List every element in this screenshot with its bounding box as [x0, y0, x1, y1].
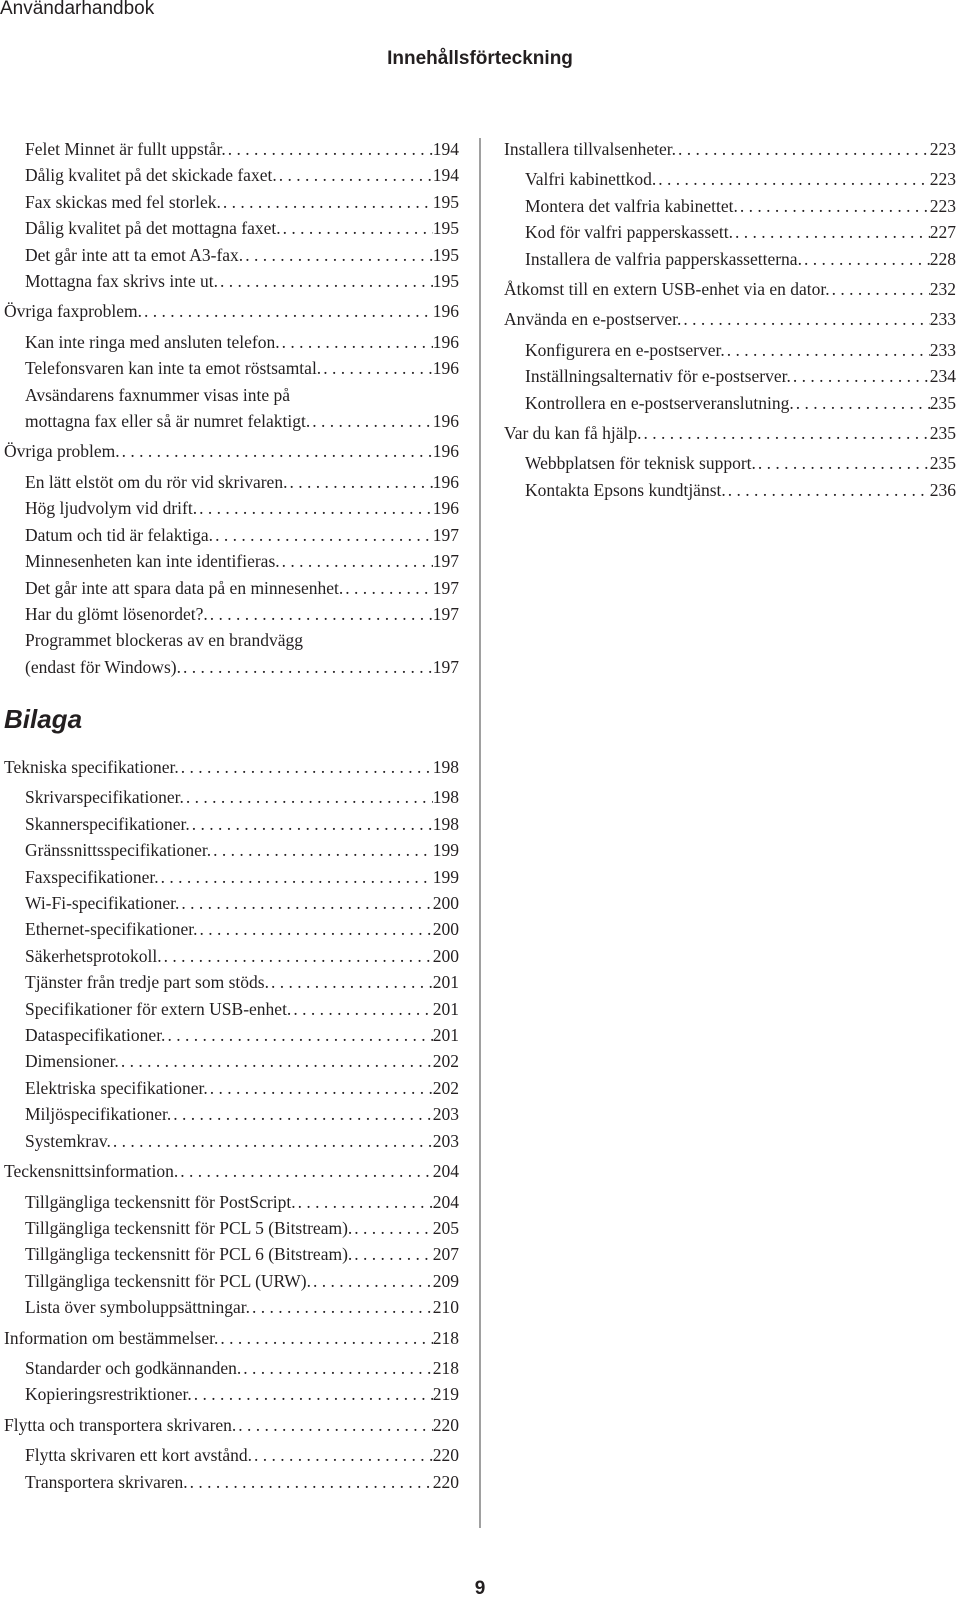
toc-entry-title: Information om bestämmelser. — [4, 1327, 219, 1348]
dot-leader — [280, 329, 433, 355]
toc-entry-title: Valfri kabinettkod. — [525, 169, 657, 190]
toc-entry-title: Var du kan få hjälp. — [504, 423, 642, 444]
toc-entry[interactable] — [4, 522, 459, 548]
toc-entry[interactable] — [4, 996, 459, 1022]
toc-entry-page: 196 — [432, 411, 459, 432]
appendix-heading: Bilaga — [4, 704, 83, 734]
toc-entry[interactable] — [504, 136, 956, 162]
document-title: Användarhandbok — [0, 0, 155, 19]
toc-entry-page: 220 — [432, 1471, 459, 1492]
dot-leader — [111, 1128, 433, 1154]
toc-entry-page: 218 — [432, 1357, 459, 1378]
toc-entry-title: Använda en e-postserver. — [504, 309, 682, 330]
toc-entry[interactable] — [4, 1048, 459, 1074]
toc-entry[interactable] — [4, 1469, 459, 1495]
toc-entry-title-line: Avsändarens faxnummer visas inte på — [25, 384, 291, 405]
toc-entry-title: Faxspecifikationer. — [25, 866, 159, 887]
toc-entry[interactable] — [4, 754, 459, 780]
toc-entry-title: (endast för Windows). — [25, 656, 181, 677]
toc-entry-title: Tillgängliga teckensnitt för PostScript. — [25, 1191, 296, 1212]
toc-column-left-top — [4, 136, 459, 680]
dot-leader — [241, 1355, 433, 1381]
dot-leader — [211, 837, 433, 863]
toc-entry-title: Åtkomst till en extern USB-enhet via en dator. — [504, 279, 830, 300]
toc-entry-page: 232 — [929, 279, 956, 300]
toc-entry-page: 200 — [432, 945, 459, 966]
toc-entry-page: 227 — [929, 222, 956, 243]
dot-leader — [352, 1241, 432, 1267]
dot-leader — [178, 1158, 433, 1184]
toc-entry-page: 199 — [432, 840, 459, 861]
toc-entry[interactable] — [4, 864, 459, 890]
toc-entry[interactable] — [4, 298, 459, 324]
toc-column-left-bottom — [4, 754, 459, 1495]
dot-leader — [159, 864, 433, 890]
toc-entry-title: Kod för valfri papperskassett. — [525, 222, 733, 243]
toc-entry-page: 235 — [929, 453, 956, 474]
toc-column-right — [504, 136, 956, 503]
dot-leader — [725, 337, 930, 363]
toc-entry-page: 200 — [432, 919, 459, 940]
toc-entry[interactable] — [4, 242, 459, 268]
dot-leader — [226, 136, 433, 162]
toc-entry[interactable] — [504, 390, 956, 416]
toc-entry-title: Miljöspecifikationer. — [25, 1104, 172, 1125]
toc-entry-page: 196 — [432, 441, 459, 462]
toc-entry-page: 196 — [432, 358, 459, 379]
toc-entry[interactable] — [4, 601, 459, 627]
dot-leader — [281, 215, 433, 241]
dot-leader — [165, 1022, 432, 1048]
toc-entry-title: Telefonsvaren kan inte ta emot röstsamtal. — [25, 358, 322, 379]
toc-entry-title: mottagna fax eller så är numret felaktigt. — [25, 411, 311, 432]
toc-entry-page: 198 — [432, 813, 459, 834]
toc-entry-page: 200 — [432, 893, 459, 914]
toc-entry-page: 195 — [432, 244, 459, 265]
toc-entry[interactable] — [4, 1325, 459, 1351]
toc-entry-page: 195 — [432, 218, 459, 239]
column-divider — [479, 138, 481, 1528]
toc-entry[interactable] — [4, 1412, 459, 1438]
dot-leader — [119, 1048, 433, 1074]
toc-entry[interactable] — [504, 306, 956, 332]
toc-entry-title: Hög ljudvolym vid drift. — [25, 498, 198, 519]
toc-entry-title: Säkerhetsprotokoll. — [25, 945, 162, 966]
toc-entry-title: Inställningsalternativ för e-postserver. — [525, 366, 791, 387]
dot-leader — [642, 420, 930, 446]
toc-entry-title: Felet Minnet är fullt uppstår. — [25, 139, 226, 159]
toc-entry[interactable] — [4, 1075, 459, 1101]
toc-entry[interactable] — [4, 890, 459, 916]
toc-entry-title: Övriga problem. — [4, 441, 120, 462]
toc-entry-title: Tjänster från tredje part som stöds. — [25, 972, 269, 993]
toc-entry-title: Dataspecifikationer. — [25, 1025, 166, 1046]
toc-entry[interactable] — [4, 495, 459, 521]
toc-entry-page: 203 — [432, 1130, 459, 1151]
dot-leader — [794, 390, 930, 416]
toc-entry-title: Har du glömt lösenordet?. — [25, 603, 208, 624]
toc-entry-page: 197 — [432, 603, 459, 624]
dot-leader — [656, 166, 930, 192]
toc-entry-title: Kontakta Epsons kundtjänst. — [525, 479, 726, 500]
toc-entry[interactable] — [504, 276, 956, 302]
dot-leader — [676, 136, 930, 162]
dot-leader — [197, 495, 433, 521]
toc-entry-page: 228 — [929, 248, 956, 269]
toc-entry-title: Installera de valfria papperskassetterna. — [525, 248, 802, 269]
dot-leader — [243, 242, 433, 268]
toc-entry-page: 196 — [432, 331, 459, 352]
dot-leader — [311, 1268, 433, 1294]
page-number: 9 — [474, 1578, 486, 1599]
toc-entry-page: 199 — [432, 866, 459, 887]
dot-leader — [343, 575, 432, 601]
dot-leader — [192, 1381, 433, 1407]
toc-entry-page: 195 — [432, 191, 459, 212]
toc-entry[interactable] — [4, 1355, 459, 1381]
toc-entry-page: 223 — [929, 195, 956, 216]
toc-entry[interactable] — [504, 193, 956, 219]
dot-leader — [162, 943, 433, 969]
dot-leader — [218, 268, 433, 294]
toc-entry[interactable] — [4, 1189, 459, 1215]
toc-entry-title: Det går inte att ta emot A3-fax. — [25, 244, 244, 265]
dot-leader — [142, 298, 433, 324]
toc-entry-page: 219 — [432, 1384, 459, 1405]
dot-leader — [171, 1101, 432, 1127]
toc-entry-title: Installera tillvalsenheter. — [504, 139, 677, 159]
dot-leader — [208, 1075, 433, 1101]
dot-leader — [269, 969, 433, 995]
dot-leader — [321, 355, 433, 381]
toc-entry-page: 204 — [432, 1161, 459, 1182]
toc-entry-title: Specifikationer för extern USB-enhet. — [25, 998, 292, 1019]
toc-entry-title: Montera det valfria kabinettet. — [525, 195, 738, 216]
toc-entry[interactable] — [4, 1158, 459, 1184]
dot-leader — [291, 996, 432, 1022]
toc-entry[interactable] — [4, 215, 459, 241]
toc-entry-title: Skannerspecifikationer. — [25, 813, 190, 834]
dot-leader — [179, 754, 433, 780]
dot-leader — [681, 306, 929, 332]
toc-entry-title: Lista över symboluppsättningar. — [25, 1297, 251, 1318]
toc-entry[interactable] — [504, 420, 956, 446]
toc-entry-page: 234 — [929, 366, 956, 387]
toc-entry[interactable] — [504, 219, 956, 245]
toc-entry-title: Flytta skrivaren ett kort avstånd. — [25, 1445, 252, 1466]
toc-entry[interactable] — [4, 1294, 459, 1320]
toc-entry-title: Dålig kvalitet på det skickade faxet. — [25, 165, 277, 186]
dot-leader — [733, 219, 930, 245]
toc-entry-page: 235 — [929, 392, 956, 413]
dot-leader — [198, 916, 433, 942]
toc-entry[interactable] — [504, 337, 956, 363]
toc-entry-title: Övriga faxproblem. — [4, 301, 143, 322]
toc-entry[interactable] — [4, 1268, 459, 1294]
toc-entry-page: 201 — [432, 998, 459, 1019]
dot-leader — [287, 469, 432, 495]
dot-leader — [120, 438, 433, 464]
toc-entry-page: 197 — [432, 551, 459, 572]
toc-entry-title: Mottagna fax skrivs inte ut. — [25, 271, 218, 292]
toc-entry[interactable] — [4, 1241, 459, 1267]
toc-entry[interactable] — [504, 363, 956, 389]
toc-entry[interactable] — [4, 548, 459, 574]
dot-leader — [236, 1412, 432, 1438]
dot-leader — [791, 363, 930, 389]
toc-entry-page: 218 — [432, 1327, 459, 1348]
toc-entry-page: 223 — [929, 139, 956, 159]
toc-entry-page: 205 — [432, 1217, 459, 1238]
dot-leader — [179, 890, 432, 916]
toc-entry-page: 220 — [432, 1414, 459, 1435]
toc-entry-title: Teckensnittsinformation. — [4, 1161, 179, 1182]
dot-leader — [188, 1469, 433, 1495]
dot-leader — [250, 1294, 433, 1320]
toc-entry-title: Datum och tid är felaktiga. — [25, 524, 214, 545]
toc-entry[interactable] — [4, 1128, 459, 1154]
toc-entry-page: 201 — [432, 1025, 459, 1046]
toc-entry-page: 197 — [432, 656, 459, 677]
toc-entry-title: Skrivarspecifikationer. — [25, 787, 184, 808]
toc-entry[interactable] — [4, 329, 459, 355]
toc-entry-page: 233 — [929, 309, 956, 330]
toc-entry-title: Standarder och godkännanden. — [25, 1357, 242, 1378]
toc-entry-title: Tillgängliga teckensnitt för PCL 5 (Bitstream). — [25, 1217, 353, 1238]
toc-entry-page: 195 — [432, 271, 459, 292]
toc-entry-page: 196 — [432, 471, 459, 492]
toc-entry-page: 220 — [432, 1445, 459, 1466]
toc-entry[interactable] — [4, 136, 459, 162]
toc-entry[interactable] — [504, 450, 956, 476]
toc-entry-page: 201 — [432, 972, 459, 993]
dot-leader — [252, 1442, 433, 1468]
toc-entry-title: En lätt elstöt om du rör vid skrivaren. — [25, 471, 288, 492]
dot-leader — [208, 601, 433, 627]
toc-entry-title: Elektriska specifikationer. — [25, 1077, 208, 1098]
toc-entry-title: Konfigurera en e-postserver. — [525, 339, 725, 360]
toc-entry-title: Dimensioner. — [25, 1051, 119, 1072]
dot-leader — [830, 276, 930, 302]
toc-entry[interactable] — [4, 916, 459, 942]
toc-entry[interactable] — [4, 1022, 459, 1048]
toc-entry[interactable] — [4, 382, 459, 435]
toc-entry-page: 209 — [432, 1270, 459, 1291]
toc-entry-title: Flytta och transportera skrivaren. — [4, 1414, 237, 1435]
toc-entry-title: Kan inte ringa med ansluten telefon. — [25, 331, 280, 352]
toc-entry[interactable] — [4, 784, 459, 810]
toc-entry[interactable] — [504, 166, 956, 192]
toc-entry-page: 196 — [432, 301, 459, 322]
toc-entry[interactable] — [4, 943, 459, 969]
dot-leader — [190, 811, 433, 837]
toc-entry-title: Tekniska specifikationer. — [4, 757, 179, 777]
toc-entry-title: Fax skickas med fel storlek. — [25, 191, 221, 212]
dot-leader — [296, 1189, 433, 1215]
dot-leader — [726, 477, 930, 503]
toc-entry-title: Minnesenheten kan inte identifieras. — [25, 551, 280, 572]
toc-entry-page: 194 — [432, 165, 459, 186]
toc-entry-title: Ethernet-specifikationer. — [25, 919, 198, 940]
dot-leader — [277, 162, 433, 188]
toc-entry-title: Gränssnittsspecifikationer. — [25, 840, 212, 861]
toc-entry[interactable] — [4, 438, 459, 464]
toc-entry[interactable] — [4, 469, 459, 495]
toc-entry[interactable] — [4, 627, 459, 680]
toc-entry[interactable] — [4, 575, 459, 601]
toc-entry[interactable] — [4, 1442, 459, 1468]
dot-leader — [802, 246, 930, 272]
toc-entry-page: 210 — [432, 1297, 459, 1318]
toc-entry-page: 236 — [929, 479, 956, 500]
toc-entry[interactable] — [504, 477, 956, 503]
toc-entry-page: 196 — [432, 498, 459, 519]
dot-leader — [738, 193, 930, 219]
dot-leader — [181, 654, 433, 680]
toc-entry[interactable] — [4, 268, 459, 294]
toc-entry-page: 203 — [432, 1104, 459, 1125]
toc-entry-page: 233 — [929, 339, 956, 360]
toc-entry[interactable] — [4, 1101, 459, 1127]
toc-entry[interactable] — [4, 837, 459, 863]
toc-entry-title: Tillgängliga teckensnitt för PCL (URW). — [25, 1270, 311, 1291]
toc-entry[interactable] — [504, 246, 956, 272]
toc-entry-title: Kopieringsrestriktioner. — [25, 1384, 192, 1405]
dot-leader — [184, 784, 433, 810]
toc-entry[interactable] — [4, 811, 459, 837]
section-title: Innehållsförteckning — [387, 48, 573, 69]
dot-leader — [756, 450, 930, 476]
dot-leader — [352, 1215, 432, 1241]
toc-entry-title: Tillgängliga teckensnitt för PCL 6 (Bitstream). — [25, 1244, 353, 1265]
toc-entry-title: Webbplatsen för teknisk support. — [525, 453, 756, 474]
toc-entry-page: 197 — [432, 524, 459, 545]
toc-entry[interactable] — [4, 189, 459, 215]
dot-leader — [218, 1325, 432, 1351]
toc-entry-page: 207 — [432, 1244, 459, 1265]
toc-entry-title: Systemkrav. — [25, 1130, 111, 1151]
toc-entry-page: 198 — [432, 757, 459, 777]
toc-entry[interactable] — [4, 355, 459, 381]
toc-entry-title: Wi-Fi-specifikationer. — [25, 893, 180, 914]
toc-entry-title: Dålig kvalitet på det mottagna faxet. — [25, 218, 281, 239]
toc-entry[interactable] — [4, 162, 459, 188]
toc-entry-title: Transportera skrivaren. — [25, 1471, 188, 1492]
toc-entry[interactable] — [4, 1381, 459, 1407]
dot-leader — [221, 189, 433, 215]
dot-leader — [280, 548, 433, 574]
toc-entry-title: Kontrollera en e-postserveranslutning. — [525, 392, 794, 413]
toc-entry-page: 202 — [432, 1051, 459, 1072]
toc-entry-page: 235 — [929, 423, 956, 444]
toc-entry[interactable] — [4, 1215, 459, 1241]
toc-entry-title-line: Programmet blockeras av en brandvägg — [25, 630, 303, 651]
toc-entry-page: 197 — [432, 577, 459, 598]
toc-entry-page: 194 — [432, 139, 459, 159]
dot-leader — [213, 522, 433, 548]
toc-entry[interactable] — [4, 969, 459, 995]
toc-entry-title: Det går inte att spara data på en minnesenhet. — [25, 577, 344, 598]
toc-entry-page: 198 — [432, 787, 459, 808]
dot-leader — [310, 408, 433, 434]
toc-entry-page: 204 — [432, 1191, 459, 1212]
toc-entry-page: 202 — [432, 1077, 459, 1098]
toc-entry-page: 223 — [929, 169, 956, 190]
